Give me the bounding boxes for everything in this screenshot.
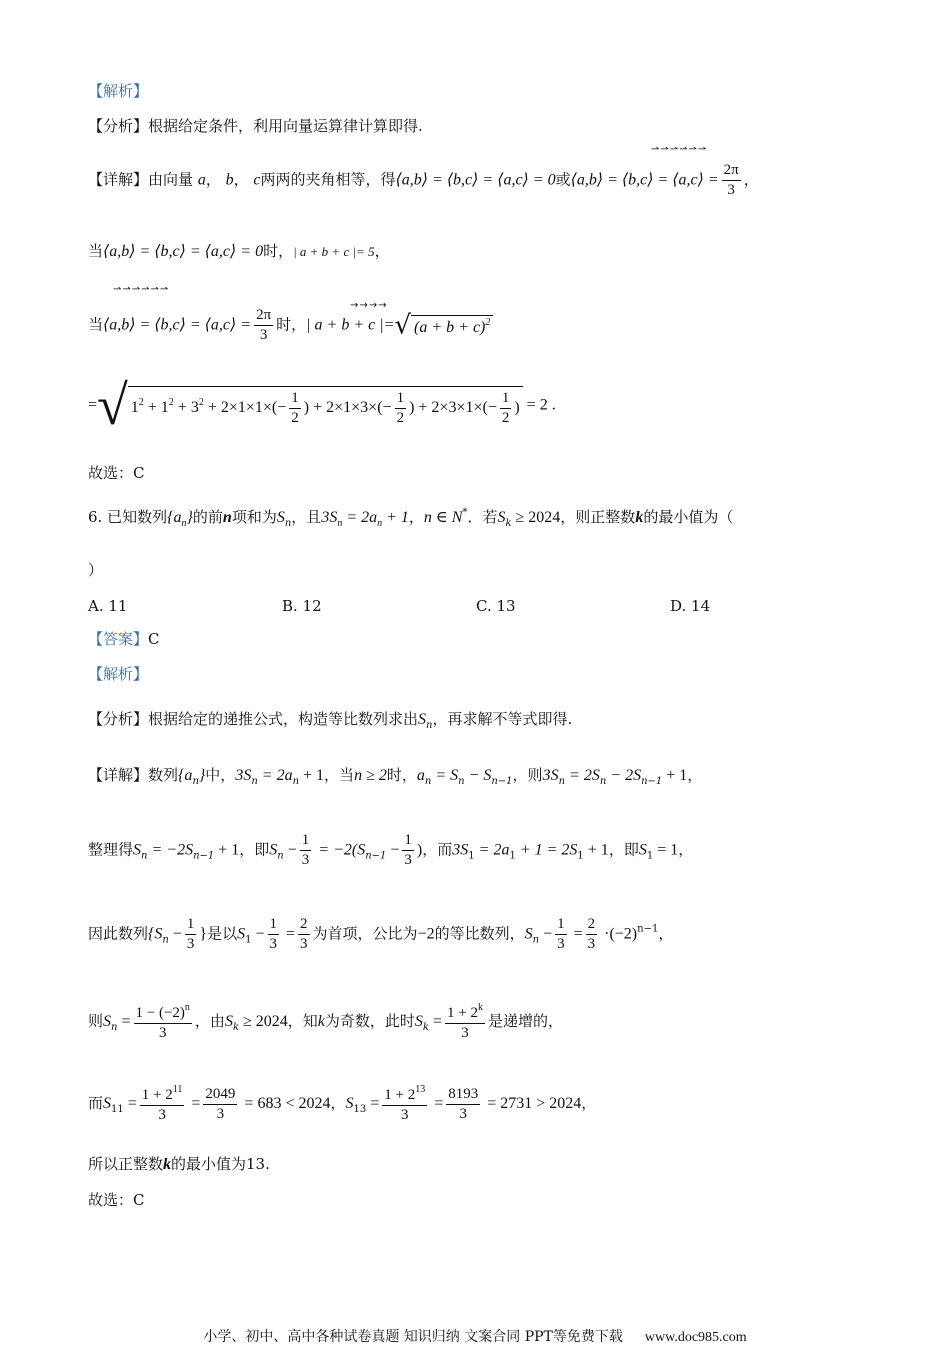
term: 3S — [235, 767, 252, 784]
variable-S: S — [418, 711, 427, 728]
term: {S — [148, 925, 163, 943]
vector-arrows: →→→→ — [350, 300, 388, 311]
numerator-text: 1 + 2 — [141, 1087, 173, 1103]
fraction-denominator: 3 — [259, 327, 268, 343]
fraction-numerator: 1 — [395, 391, 407, 409]
fraction-numerator: 1 — [268, 917, 280, 935]
term: ) — [416, 841, 423, 859]
fraction-third — [185, 917, 197, 952]
text: ，而 — [422, 840, 453, 859]
vector-b: b — [225, 171, 234, 189]
question-text: 的最小值为（ — [643, 508, 734, 526]
detail-tag: 【详解】 — [88, 170, 149, 189]
numerator-text: 1 + 2 — [384, 1087, 416, 1103]
term: = −2(S — [314, 841, 366, 859]
question-text: ， — [408, 508, 424, 526]
term: − — [251, 925, 265, 943]
footer — [0, 1326, 950, 1346]
term: + 1 — [583, 841, 609, 859]
case-1-equation: ⟨a,b⟩ = ⟨b,c⟩ = ⟨a,c⟩ = 0 — [103, 243, 264, 260]
or-text: 或 — [555, 170, 571, 189]
term: ) — [514, 399, 520, 417]
fraction-2pi-3 — [722, 163, 741, 198]
subscript: k — [505, 518, 512, 529]
detail-text: 由向量 — [148, 170, 194, 189]
subscript: n — [337, 518, 343, 529]
long-equation — [88, 375, 556, 437]
sequence-symbol: {a — [167, 509, 182, 526]
magnitude-equation: | a + b + c |= 5 — [293, 244, 375, 259]
sum-formula-line — [88, 1003, 563, 1041]
variable-k: k — [317, 1013, 325, 1030]
inequality: ≥ 2024 — [511, 509, 561, 526]
fraction-half — [500, 391, 512, 426]
fraction-numerator: 1 — [300, 833, 312, 851]
fraction-denominator: 3 — [557, 936, 565, 952]
subscript: n — [251, 776, 258, 787]
term: + 1 = 2S — [515, 841, 578, 859]
fraction-2049 — [203, 1087, 237, 1122]
detail-paragraph-1 — [88, 163, 759, 198]
fraction-sum-formula — [134, 1003, 192, 1041]
subscript: n — [377, 518, 383, 529]
question-label: 6. 已知数列 — [88, 508, 168, 526]
fraction-8193 — [446, 1087, 480, 1122]
variable-k: k — [635, 509, 644, 526]
question-text: 的前 — [192, 508, 223, 526]
term: S — [524, 925, 533, 943]
subscript: 1 — [245, 934, 252, 946]
subscript: k — [232, 1022, 239, 1033]
exponent: k — [477, 1002, 483, 1013]
fraction-denominator: 3 — [461, 1025, 469, 1041]
fraction-numerator: 1 — [500, 391, 512, 409]
subscript: n−1 — [491, 776, 513, 787]
brace: } — [186, 509, 193, 526]
detail-tag: 【详解】 — [88, 766, 149, 784]
sqrt-symbol: √ — [394, 310, 412, 341]
subscript: n — [181, 518, 187, 529]
term: ·(−2) — [600, 925, 638, 943]
subscript: n — [111, 1022, 118, 1033]
term: ≥ 2024 — [239, 1013, 288, 1030]
question-6 — [88, 508, 733, 529]
subscript: 11 — [111, 1104, 124, 1115]
term: 3S — [542, 767, 559, 784]
numerator-text: 1 + 2 — [447, 1005, 478, 1021]
angle-equation-zero: ⟨a,b⟩ = ⟨b,c⟩ = ⟨a,c⟩ = 0 — [395, 171, 556, 189]
answer-line — [88, 632, 160, 647]
term: = 2S — [565, 767, 600, 784]
term: S — [103, 1095, 112, 1112]
analysis-tag: 【分析】 — [88, 117, 149, 135]
fraction-numerator — [445, 1003, 485, 1024]
choose-line-2: 故选：C — [88, 1191, 145, 1209]
text: ，即 — [608, 840, 639, 859]
fraction-denominator: 3 — [727, 182, 735, 198]
term: − — [386, 841, 400, 859]
term: − — [539, 925, 553, 943]
fraction-numerator: 2 — [586, 917, 598, 935]
term: = — [187, 1095, 201, 1112]
fraction-numerator — [134, 1003, 192, 1024]
fraction-numerator: 2 — [298, 917, 310, 935]
subscript: k — [422, 1022, 429, 1033]
exponent: 2 — [485, 317, 491, 328]
term: a — [416, 767, 425, 784]
subscript: n — [458, 776, 465, 787]
evaluation-line — [88, 1085, 596, 1123]
fraction-half — [289, 391, 301, 426]
footer-text: 小学、初中、高中各种试卷真题 知识归纳 文案合同 PPT等免费下载 — [203, 1329, 623, 1345]
subscript: 1 — [468, 850, 475, 862]
comma: ， — [374, 242, 390, 260]
fraction-numerator: 1 — [289, 391, 301, 409]
term: − 2S — [606, 767, 642, 784]
term: S — [345, 1095, 354, 1112]
analysis-text: 根据给定条件，利用向量运算律计算即得. — [148, 117, 423, 135]
analysis-text: 根据给定的递推公式，构造等比数列求出 — [148, 710, 419, 728]
term: } — [199, 925, 208, 943]
variable-S: S — [497, 509, 506, 526]
result: = 2 — [522, 396, 548, 414]
term: = — [430, 1095, 444, 1112]
comma: ， — [678, 840, 694, 859]
exponent: 13 — [415, 1084, 426, 1095]
text: 是递增的， — [487, 1012, 563, 1030]
option-a: A. 11 — [88, 597, 128, 615]
case-2-equation: ⟨a,b⟩ = ⟨b,c⟩ = ⟨a,c⟩ = — [103, 316, 252, 334]
comma: ， — [658, 924, 674, 943]
text: 整理得 — [88, 840, 134, 859]
subscript: n — [292, 776, 300, 787]
subscript: n — [599, 776, 607, 787]
jiexi-heading: 【解析】 — [88, 82, 149, 100]
term: ) + 2×3×1×(− — [409, 399, 497, 417]
fraction-numerator — [140, 1085, 185, 1106]
fraction-denominator: 3 — [400, 1107, 409, 1123]
text: ，知 — [287, 1012, 318, 1030]
fraction-denominator: 3 — [158, 1025, 167, 1041]
text: ，即 — [239, 840, 270, 859]
text: 而 — [88, 1094, 104, 1112]
question-text: 项和为 — [231, 508, 277, 526]
equals-sign: = — [88, 396, 98, 414]
sqrt-expression: (a + b + c) — [414, 319, 486, 336]
fraction-numerator: 2π — [722, 163, 741, 181]
text: 则 — [88, 1012, 104, 1030]
term: = 2a — [342, 509, 378, 526]
subscript: 1 — [577, 850, 584, 862]
variable-n: n — [222, 509, 232, 526]
subscript: 1 — [509, 850, 516, 862]
conclusion-line — [88, 1157, 270, 1173]
sqrt-content — [128, 386, 523, 426]
subscript: n — [424, 776, 432, 787]
term: + 1 — [214, 841, 240, 859]
detail-paragraph-2 — [88, 768, 702, 787]
term: + 2×1×1×(− — [203, 399, 287, 417]
fraction-numerator: 2π — [254, 308, 273, 326]
shi-text: 时， — [276, 315, 307, 334]
shi-text: 时， — [263, 242, 294, 260]
term: = — [117, 1013, 131, 1030]
subscript: n — [558, 776, 566, 787]
subscript: n — [141, 850, 148, 862]
fraction-two-thirds — [298, 917, 310, 952]
fraction-2pi-3 — [254, 308, 273, 343]
term: = — [366, 1095, 380, 1112]
term: − S — [464, 767, 492, 784]
fraction-numerator: 1 — [185, 917, 197, 935]
fraction-denominator: 3 — [301, 852, 310, 868]
fraction-sk-formula — [445, 1003, 485, 1041]
fraction-denominator: 3 — [269, 936, 278, 952]
detail-text: 数列 — [148, 766, 179, 784]
term: = 2a — [474, 841, 510, 859]
text: ， — [330, 1094, 346, 1112]
term: − — [168, 925, 182, 943]
text: 是以 — [207, 924, 238, 943]
fraction-denominator: 3 — [216, 1105, 225, 1122]
vector-a: a — [197, 171, 206, 189]
rearrange-line — [88, 833, 693, 868]
sequence-an — [167, 509, 193, 529]
fraction-third — [300, 833, 312, 868]
answer-value: C — [148, 630, 160, 648]
fraction-numerator: 1 — [555, 917, 567, 935]
comma: ， — [743, 170, 759, 189]
term: 3S — [452, 841, 469, 859]
exponent: n — [184, 1002, 190, 1013]
text: 因此数列 — [88, 924, 149, 943]
term: ) + 2×1×3×(− — [303, 399, 392, 417]
variable-S: S — [276, 509, 285, 526]
case-1-line — [88, 244, 390, 260]
question-text: ．若 — [467, 508, 498, 526]
analysis-text: ，再求解不等式即得. — [432, 710, 573, 728]
subscript: n — [426, 720, 433, 731]
subscript: n — [277, 850, 284, 862]
text: 的等比数列， — [434, 924, 525, 943]
term: = −2S — [147, 841, 194, 859]
term: = 683 < 2024 — [240, 1095, 331, 1112]
choose-line-1: 故选：C — [88, 464, 145, 482]
term: S — [224, 1013, 233, 1030]
term: = 2731 > 2024 — [483, 1095, 582, 1112]
option-b: B. 12 — [282, 597, 322, 615]
analysis-paragraph-1 — [88, 119, 423, 134]
fraction-third — [555, 917, 567, 952]
term: = — [428, 1013, 443, 1030]
comma: ， — [687, 766, 703, 784]
question-text: ，则正整数 — [560, 508, 636, 526]
variable-k: k — [163, 1156, 172, 1173]
subscript: n−1 — [193, 850, 215, 862]
subscript: n−1 — [365, 850, 387, 862]
option-d: D. 14 — [670, 597, 711, 615]
exponent: 2 — [168, 397, 174, 409]
term: + 1 — [382, 509, 409, 526]
term: S — [414, 1013, 423, 1030]
question-text: ，且 — [291, 508, 322, 526]
exponent: 2 — [138, 397, 144, 409]
fraction-denominator: 2 — [501, 410, 510, 426]
subscript: 1 — [646, 850, 654, 862]
option-c: C. 13 — [476, 597, 516, 615]
text: 为奇数，此时 — [324, 1012, 415, 1030]
fraction-denominator: 2 — [291, 410, 299, 426]
sqrt-content — [411, 315, 493, 336]
term: + 1 — [143, 399, 169, 417]
period: . — [547, 396, 556, 414]
subscript: n — [192, 776, 199, 787]
jiexi-heading-2: 【解析】 — [88, 665, 149, 683]
subscript: n−1 — [641, 776, 663, 787]
fraction-two-thirds — [586, 917, 598, 952]
recurrence-equation — [321, 509, 409, 529]
term: S — [133, 841, 142, 859]
domain-condition: n ∈ N — [423, 509, 463, 526]
term: + 1 — [299, 767, 325, 784]
fraction-denominator: 2 — [396, 410, 405, 426]
fraction-third — [402, 833, 414, 868]
fraction-denominator: 3 — [186, 936, 195, 952]
subscript: n — [162, 934, 169, 946]
fraction-denominator: 3 — [587, 936, 596, 952]
detail-text: ，当 — [324, 766, 355, 784]
fraction-numerator: 1 — [402, 833, 414, 851]
term: S — [237, 925, 246, 943]
superscript: * — [462, 507, 468, 518]
comma: ， — [233, 170, 249, 189]
term: − — [283, 841, 297, 859]
fraction-half — [395, 391, 407, 426]
term: S — [103, 1013, 112, 1030]
term: = S — [431, 767, 459, 784]
term: 1 — [130, 399, 139, 417]
term: S — [638, 841, 647, 859]
text: 的最小值为13. — [171, 1155, 270, 1173]
subscript: 13 — [353, 1104, 367, 1115]
term: + 3 — [173, 399, 199, 417]
fraction-numerator — [382, 1085, 427, 1106]
fraction-third — [268, 917, 280, 952]
case-2-line — [88, 308, 493, 343]
dang-text: 当 — [88, 315, 104, 334]
term: S — [269, 841, 278, 859]
term: = 1 — [653, 841, 679, 859]
numerator-text: 1 − (−2) — [135, 1005, 185, 1021]
condition: n ≥ 2 — [354, 767, 387, 784]
angle-equation: ⟨a,b⟩ = ⟨b,c⟩ = ⟨a,c⟩ = — [570, 171, 719, 189]
fraction-denominator: 3 — [300, 936, 308, 952]
text: 所以正整数 — [88, 1155, 164, 1173]
footer-link[interactable]: www.doc985.com — [644, 1330, 747, 1345]
detail-text: 两两的夹角相等，得 — [260, 170, 396, 189]
exponent: n−1 — [637, 923, 659, 935]
question-close-paren: ） — [88, 561, 104, 579]
vector-arrows: ⇀⇀⇀⇀⇀⇀ — [651, 144, 708, 155]
fraction-s13 — [382, 1085, 427, 1123]
term: 3S — [321, 509, 338, 526]
brace: } — [198, 767, 206, 784]
subscript: n — [284, 518, 292, 529]
exponent: 11 — [172, 1084, 183, 1095]
sequence-symbol: {a — [178, 767, 193, 784]
fraction-numerator: 8193 — [446, 1087, 480, 1105]
fraction-denominator: 3 — [459, 1105, 467, 1122]
dang-text: 当 — [88, 242, 104, 260]
analysis-paragraph-2 — [88, 712, 572, 731]
vector-arrows: ⇀⇀⇀⇀⇀⇀ — [113, 284, 170, 295]
exponent: 2 — [198, 397, 204, 409]
fraction-denominator: 3 — [158, 1107, 166, 1123]
detail-text: 时， — [386, 766, 417, 784]
term: = — [282, 925, 296, 943]
sqrt-symbol: √ — [97, 375, 128, 437]
comma: ， — [205, 170, 221, 189]
term: = — [569, 925, 583, 943]
detail-text: ，则 — [512, 766, 543, 784]
magnitude-lhs: | a + b + c |= — [306, 316, 395, 334]
answer-tag: 【答案】 — [88, 630, 149, 648]
subscript: n — [532, 934, 540, 946]
fraction-numerator: 2049 — [203, 1087, 237, 1105]
common-ratio: −2 — [417, 925, 435, 943]
fraction-denominator: 3 — [404, 852, 412, 868]
term: = — [123, 1095, 137, 1112]
term: + 1 — [662, 767, 688, 784]
comma: ， — [581, 1094, 597, 1112]
analysis-tag: 【分析】 — [88, 710, 149, 728]
text: ，由 — [194, 1012, 225, 1030]
detail-text: 中， — [205, 766, 236, 784]
text: 为首项，公比为 — [312, 924, 418, 943]
term: = 2a — [257, 767, 293, 784]
vector-c: c — [253, 171, 261, 189]
fraction-s11 — [140, 1085, 185, 1123]
geometric-line — [88, 917, 673, 952]
